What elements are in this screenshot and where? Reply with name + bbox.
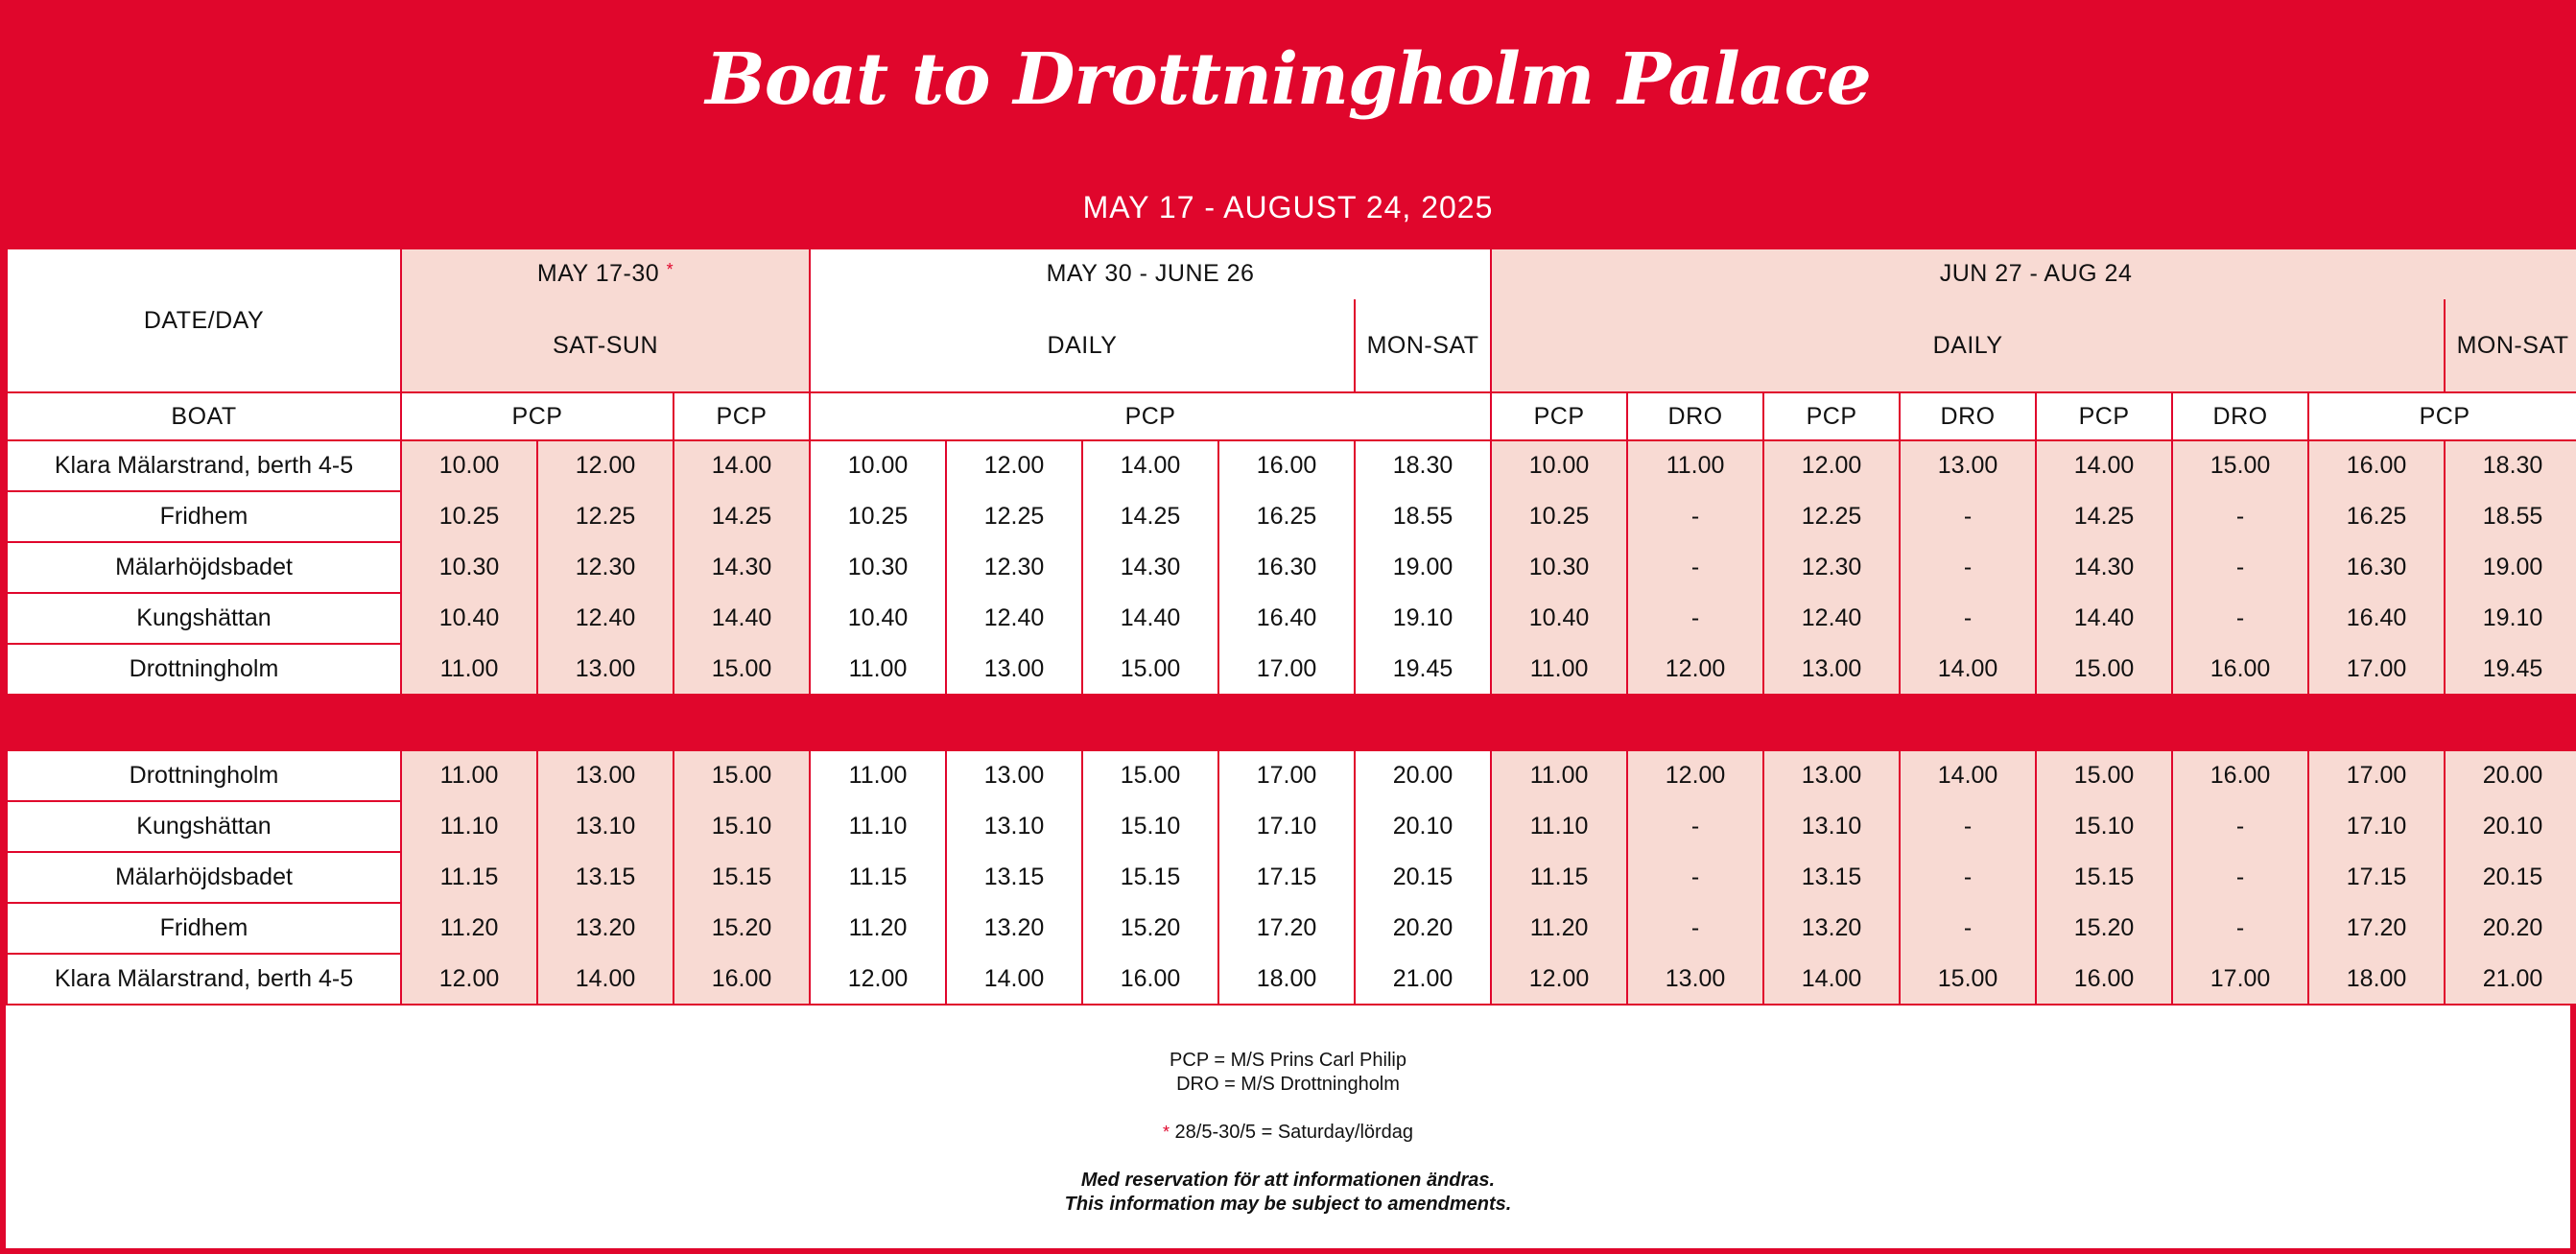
day-header-mon-sat: MON-SAT [1355,298,1491,392]
departure-time: 12.30 [1763,542,1900,593]
boat-code: PCP [401,392,674,440]
departure-time: 10.25 [1491,491,1627,542]
departure-time: 12.40 [1763,593,1900,644]
departure-time: 15.10 [674,801,810,852]
departure-time: 15.00 [2036,644,2172,695]
disclaimer-en: This information may be subject to amendments. [1064,1194,1512,1215]
departure-time: - [1627,852,1763,903]
departure-time: 11.00 [1627,440,1763,491]
departure-time: - [2172,852,2308,903]
departure-time: 12.40 [537,593,674,644]
day-header-daily: DAILY [810,298,1355,392]
stop-name: Klara Mälarstrand, berth 4-5 [7,954,401,1005]
departure-time: 15.20 [674,903,810,954]
departure-time: 11.15 [810,852,946,903]
departure-time: 12.00 [810,954,946,1005]
departure-time: 15.20 [1082,903,1218,954]
departure-time: 13.10 [537,801,674,852]
departure-time: 14.25 [674,491,810,542]
legend-dro: DRO = M/S Drottningholm [1176,1074,1400,1095]
departure-time: 11.10 [401,801,537,852]
departure-time: 20.10 [1355,801,1491,852]
departure-time: 16.40 [2308,593,2445,644]
day-header-mon-sat: MON-SAT [2445,298,2576,392]
departure-time: - [1900,542,2036,593]
section-divider [7,695,2576,750]
departure-time: 12.00 [1627,750,1763,801]
departure-time: - [1900,852,2036,903]
departure-time: 14.00 [1900,644,2036,695]
departure-time: 14.25 [1082,491,1218,542]
departure-time: 11.00 [401,750,537,801]
departure-time: - [2172,801,2308,852]
boat-code: DRO [1900,392,2036,440]
departure-time: 11.20 [810,903,946,954]
departure-time: 16.00 [2036,954,2172,1005]
boat-header: BOAT [7,392,401,440]
departure-time: - [2172,491,2308,542]
stop-name: Klara Mälarstrand, berth 4-5 [7,440,401,491]
departure-time: 13.00 [537,750,674,801]
departure-time: 13.00 [946,750,1082,801]
stop-name: Drottningholm [7,750,401,801]
stop-name: Fridhem [7,903,401,954]
departure-time: 12.00 [946,440,1082,491]
departure-time: - [1627,542,1763,593]
day-header-sat-sun: SAT-SUN [401,298,810,392]
departure-time: - [1627,491,1763,542]
departure-time: 15.10 [2036,801,2172,852]
timetable-row [7,852,2576,903]
departure-time: 10.40 [810,593,946,644]
departure-time: 18.00 [2308,954,2445,1005]
timetable-row [7,954,2576,1005]
departure-time: 19.45 [1355,644,1491,695]
departure-time: 10.30 [810,542,946,593]
departure-time: 14.30 [1082,542,1218,593]
stop-name: Fridhem [7,491,401,542]
departure-time: 15.00 [1900,954,2036,1005]
departure-time: 20.10 [2445,801,2576,852]
departure-time: 19.10 [1355,593,1491,644]
return-departures [7,750,2576,1005]
departure-time: 14.40 [674,593,810,644]
departure-time: 16.00 [674,954,810,1005]
departure-time: 20.20 [1355,903,1491,954]
outbound-departures [7,440,2576,695]
departure-time: 16.00 [1082,954,1218,1005]
timetable-row [7,491,2576,542]
departure-time: 14.40 [1082,593,1218,644]
departure-time: 13.00 [1900,440,2036,491]
departure-time: 12.25 [537,491,674,542]
departure-time: 12.40 [946,593,1082,644]
departure-time: - [1627,801,1763,852]
period-label: MAY 17-30 [536,259,660,287]
timetable-row [7,644,2576,695]
departure-time: 15.20 [2036,903,2172,954]
departure-time: 15.15 [2036,852,2172,903]
departure-time: 14.00 [946,954,1082,1005]
timetable [6,248,2576,1006]
timetable-row [7,750,2576,801]
boat-code: PCP [2308,392,2576,440]
departure-time: 12.00 [1491,954,1627,1005]
departure-time: 14.40 [2036,593,2172,644]
departure-time: 11.10 [1491,801,1627,852]
departure-time: 16.25 [1218,491,1355,542]
departure-time: 13.00 [1763,750,1900,801]
departure-time: 11.00 [1491,644,1627,695]
departure-time: 13.00 [1627,954,1763,1005]
departure-time: 12.30 [537,542,674,593]
departure-time: 20.00 [2445,750,2576,801]
departure-time: 17.10 [1218,801,1355,852]
departure-time: 18.30 [2445,440,2576,491]
departure-time: 10.40 [401,593,537,644]
legend-pcp: PCP = M/S Prins Carl Philip [1170,1050,1406,1071]
boat-code: PCP [674,392,810,440]
departure-time: 15.00 [2036,750,2172,801]
departure-time: 21.00 [2445,954,2576,1005]
departure-time: 13.00 [946,644,1082,695]
departure-time: 16.00 [2308,440,2445,491]
departure-time: 12.00 [1763,440,1900,491]
departure-time: 13.15 [946,852,1082,903]
departure-time: - [1900,903,2036,954]
departure-time: 15.00 [1082,644,1218,695]
departure-time: 19.00 [1355,542,1491,593]
boat-code: DRO [1627,392,1763,440]
departure-time: 17.15 [1218,852,1355,903]
departure-time: 13.15 [1763,852,1900,903]
departure-time: 13.20 [537,903,674,954]
departure-time: - [1900,593,2036,644]
boat-code: PCP [1491,392,1627,440]
departure-time: 17.00 [2172,954,2308,1005]
departure-time: 14.30 [674,542,810,593]
departure-time: 21.00 [1355,954,1491,1005]
departure-time: 16.00 [2172,750,2308,801]
departure-time: 13.00 [537,644,674,695]
departure-time: 10.30 [401,542,537,593]
departure-time: 19.45 [2445,644,2576,695]
departure-time: 17.20 [1218,903,1355,954]
departure-time: 15.00 [674,750,810,801]
departure-time: 10.40 [1491,593,1627,644]
departure-time: 10.30 [1491,542,1627,593]
departure-time: 10.25 [401,491,537,542]
departure-time: 18.55 [2445,491,2576,542]
departure-time: 14.00 [1763,954,1900,1005]
stop-name: Kungshättan [7,801,401,852]
departure-time: 11.00 [401,644,537,695]
stop-name: Drottningholm [7,644,401,695]
departure-time: 13.15 [537,852,674,903]
asterisk-marker: * [1162,1123,1170,1142]
departure-time: 16.00 [1218,440,1355,491]
departure-time: 14.00 [1900,750,2036,801]
boat-code: PCP [810,392,1491,440]
departure-time: 13.10 [1763,801,1900,852]
departure-time: - [1627,593,1763,644]
departure-time: 17.00 [1218,644,1355,695]
boat-code: PCP [1763,392,1900,440]
asterisk-marker: * [666,259,674,279]
date-day-header: DATE/DAY [7,248,401,392]
header-banner [6,6,2570,248]
departure-time: 15.00 [2172,440,2308,491]
departure-time: - [2172,542,2308,593]
departure-time: 11.00 [1491,750,1627,801]
departure-time: 16.25 [2308,491,2445,542]
departure-time: - [2172,903,2308,954]
departure-time: 16.30 [1218,542,1355,593]
page-title: Boat to Drottningholm Palace [705,38,1871,121]
departure-time: 12.25 [1763,491,1900,542]
departure-time: 17.10 [2308,801,2445,852]
departure-time: 16.40 [1218,593,1355,644]
departure-time: 12.00 [537,440,674,491]
departure-time: 15.15 [1082,852,1218,903]
departure-time: 17.15 [2308,852,2445,903]
stop-name: Kungshättan [7,593,401,644]
departure-time: 20.15 [2445,852,2576,903]
departure-time: 13.00 [1763,644,1900,695]
departure-time: 12.30 [946,542,1082,593]
timetable-row [7,593,2576,644]
departure-time: 17.00 [2308,644,2445,695]
departure-time: 15.00 [674,644,810,695]
departure-time: 12.25 [946,491,1082,542]
timetable-row [7,440,2576,491]
boat-code: PCP [2036,392,2172,440]
departure-time: 17.00 [2308,750,2445,801]
timetable-row [7,801,2576,852]
departure-time: 15.10 [1082,801,1218,852]
departure-time: 13.20 [946,903,1082,954]
departure-time: 15.00 [1082,750,1218,801]
departure-time: 18.00 [1218,954,1355,1005]
departure-time: 17.00 [1218,750,1355,801]
legend-asterisk-note: * 28/5-30/5 = Saturday/lördag [1162,1122,1414,1143]
departure-time: - [1900,491,2036,542]
period-header-jun-27-aug-24: JUN 27 - AUG 24 [1491,248,2576,298]
departure-time: 11.15 [1491,852,1627,903]
departure-time: 18.55 [1355,491,1491,542]
departure-time: 19.10 [2445,593,2576,644]
departure-time: 19.00 [2445,542,2576,593]
boat-code: DRO [2172,392,2308,440]
period-header-may-30-june-26: MAY 30 - JUNE 26 [810,248,1491,298]
departure-time: 16.30 [2308,542,2445,593]
departure-time: 20.20 [2445,903,2576,954]
departure-time: 10.00 [810,440,946,491]
disclaimer-sv: Med reservation för att informationen ändras. [1080,1170,1496,1191]
departure-time: 11.00 [810,750,946,801]
departure-time: 20.15 [1355,852,1491,903]
departure-time: 11.10 [810,801,946,852]
departure-time: 17.20 [2308,903,2445,954]
departure-time: 15.15 [674,852,810,903]
stop-name: Mälarhöjdsbadet [7,542,401,593]
legend-footer [6,1049,2570,1217]
departure-time: 14.00 [1082,440,1218,491]
departure-time: 18.30 [1355,440,1491,491]
departure-time: - [1627,903,1763,954]
stop-name: Mälarhöjdsbadet [7,852,401,903]
departure-time: 13.10 [946,801,1082,852]
season-dates: MAY 17 - AUGUST 24, 2025 [1082,190,1494,225]
departure-time: 11.15 [401,852,537,903]
timetable-row [7,542,2576,593]
departure-time: 14.30 [2036,542,2172,593]
departure-time: 14.00 [537,954,674,1005]
departure-time: - [2172,593,2308,644]
departure-time: 16.00 [2172,644,2308,695]
departure-time: 14.00 [674,440,810,491]
departure-time: 11.20 [401,903,537,954]
departure-time: 12.00 [1627,644,1763,695]
departure-time: 10.00 [1491,440,1627,491]
period-header-may-17-30 [401,248,810,298]
departure-time: 14.25 [2036,491,2172,542]
departure-time: 13.20 [1763,903,1900,954]
departure-time: 12.00 [401,954,537,1005]
departure-time: 11.00 [810,644,946,695]
departure-time: 20.00 [1355,750,1491,801]
departure-time: - [1900,801,2036,852]
departure-time: 11.20 [1491,903,1627,954]
day-header-daily: DAILY [1491,298,2445,392]
timetable-row [7,903,2576,954]
departure-time: 10.00 [401,440,537,491]
departure-time: 10.25 [810,491,946,542]
departure-time: 14.00 [2036,440,2172,491]
